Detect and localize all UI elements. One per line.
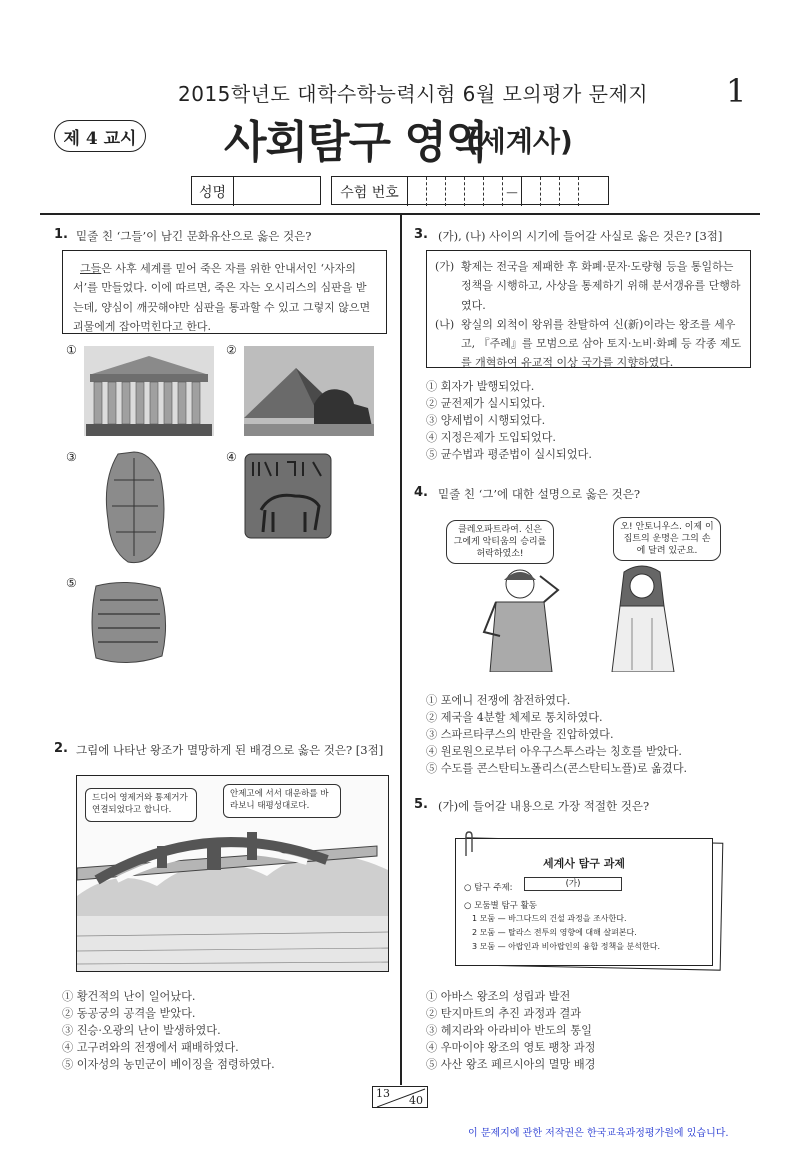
q4-option-1[interactable]: ① 포에니 전쟁에 참전하였다. <box>426 694 571 707</box>
q3-number: 3. <box>414 227 428 242</box>
q4-option-2[interactable]: ② 제국을 4분할 체제로 통치하였다. <box>426 711 603 724</box>
q4-number: 4. <box>414 485 428 500</box>
q2-option-4[interactable]: ④ 고구려와의 전쟁에서 패배하였다. <box>62 1041 239 1054</box>
exam-title: 2015학년도 대학수학능력시험 6월 모의평가 문제지 <box>178 82 649 106</box>
page-total: 40 <box>409 1094 423 1107</box>
q4-option-5[interactable]: ⑤ 수도를 콘스탄티노폴리스(콘스탄티노플)로 옮겼다. <box>426 762 688 775</box>
q1-underlined-term: 그들 <box>80 262 102 275</box>
q5-topic-label: ○ 탐구 주제: <box>464 883 513 893</box>
q5-option-5[interactable]: ⑤ 사산 왕조 페르시아의 멸망 배경 <box>426 1058 596 1071</box>
q2-speech-right: 안제고에 서서 대운하를 바라보니 태평성대로다. <box>223 784 341 818</box>
q4-speech-left: 클레오파트라여. 신은 그에게 악티움의 승리를 허락하였소! <box>446 520 554 564</box>
indus-seal-image[interactable] <box>243 452 333 540</box>
q5-option-4[interactable]: ④ 우마이야 왕조의 영토 팽창 과정 <box>426 1041 596 1054</box>
cleopatra-figure <box>602 562 682 672</box>
q1-passage-box <box>62 250 387 334</box>
period-badge: 제 4 교시 <box>54 120 146 152</box>
paperclip-icon <box>462 830 476 858</box>
q2-speech-left: 드디어 영제거와 통제거가 연결되었다고 합니다. <box>85 788 197 822</box>
q3-option-3[interactable]: ③ 양세법이 시행되었다. <box>426 414 546 427</box>
q5-option-3[interactable]: ③ 헤지라와 아라비아 반도의 통일 <box>426 1024 592 1037</box>
q2-option-5[interactable]: ⑤ 이자성의 농민군이 베이징을 점령하였다. <box>62 1058 275 1071</box>
exam-number-label: 수험 번호 <box>332 177 408 206</box>
name-label: 성명 <box>192 177 234 206</box>
q5-number: 5. <box>414 797 428 812</box>
q5-activity-2: 2 모둠 — 탈라스 전투의 영향에 대해 살펴본다. <box>472 928 637 937</box>
q5-activity-3: 3 모둠 — 아랍인과 비아랍인의 융합 정책을 분석한다. <box>472 942 660 951</box>
copyright-notice: 이 문제지에 관한 저작권은 한국교육과정평가원에 있습니다. <box>468 1128 729 1139</box>
q1-number: 1. <box>54 227 68 242</box>
antonius-figure <box>470 562 580 672</box>
exam-number-field[interactable] <box>331 176 609 205</box>
exam-number-dash: — <box>503 177 522 206</box>
q2-option-1[interactable]: ① 황건적의 난이 일어났다. <box>62 990 196 1003</box>
page-number: 1 <box>726 72 747 110</box>
q3-question: (가), (나) 사이의 시기에 들어갈 사실로 옳은 것은? [3점] <box>438 229 723 243</box>
q3-option-2[interactable]: ② 균전제가 실시되었다. <box>426 397 546 410</box>
q5-card-title: 세계사 탐구 과제 <box>542 857 626 870</box>
q3-option-4[interactable]: ④ 지정은제가 도입되었다. <box>426 431 556 444</box>
q4-speech-right: 오! 안토니우스. 이제 이집트의 운명은 그의 손에 달려 있군요. <box>613 517 721 561</box>
subject-title: 사회탐구 영역 <box>224 117 488 168</box>
q3-passage-box <box>426 250 751 368</box>
pyramid-sphinx-image[interactable] <box>244 346 374 436</box>
q2-number: 2. <box>54 741 68 756</box>
q5-question: (가)에 들어갈 내용으로 가장 적절한 것은? <box>438 799 650 813</box>
q3-passage-na: (나) 왕실의 외척이 왕위를 찬탈하여 신(新)이라는 왕조를 세우고, 『주례』를 모범으로 삼아 토지·노비·화폐 등 각종 제도를 개혁하여 유교적 이상 국가를 지향하였다. <box>435 317 742 370</box>
q5-option-2[interactable]: ② 탄지마트의 추진 과정과 결과 <box>426 1007 582 1020</box>
column-divider <box>400 213 402 1085</box>
q3-passage-ga: (가) 황제는 전국을 제패한 후 화폐·문자·도량형 등을 통일하는 정책을 시행하고, 사상을 통제하기 위해 분서갱유를 단행하였다. <box>435 260 741 312</box>
name-field[interactable] <box>191 176 321 205</box>
q2-option-3[interactable]: ③ 진승·오광의 난이 발생하였다. <box>62 1024 221 1037</box>
q1-question: 밑줄 친 ‘그들’이 남긴 문화유산으로 옳은 것은? <box>76 229 312 243</box>
q5-activity-1: 1 모둠 — 바그다드의 건설 과정을 조사한다. <box>472 914 627 923</box>
page-counter <box>372 1086 428 1108</box>
q1-option-4-mark[interactable]: ④ <box>226 450 237 464</box>
parthenon-image[interactable] <box>84 346 214 436</box>
q1-option-2-mark[interactable]: ② <box>226 343 237 357</box>
q4-option-3[interactable]: ③ 스파르타쿠스의 반란을 진압하였다. <box>426 728 614 741</box>
q5-topic-blank: (가) <box>524 877 622 891</box>
q2-option-2[interactable]: ② 동공궁의 공격을 받았다. <box>62 1007 196 1020</box>
q1-passage: 그들은 사후 세계를 믿어 죽은 자를 위한 안내서인 ‘사자의 서’를 만들었다. 이에 따르면, 죽은 자는 오시리스의 심판을 받는데, 양심이 깨끗해야만 심판을 통과할 수 있고 그렇지 않으면 괴물에게 잡아먹힌다고 한다. <box>73 262 371 333</box>
q1-option-5-mark[interactable]: ⑤ <box>66 576 77 590</box>
page-current: 13 <box>376 1087 390 1100</box>
subject-subtitle: (세계사) <box>466 125 573 158</box>
q2-question: 그림에 나타난 왕조가 멸망하게 된 배경으로 옳은 것은? [3점] <box>76 743 384 757</box>
q4-question: 밑줄 친 ‘그’에 대한 설명으로 옳은 것은? <box>438 487 641 501</box>
oracle-bone-image[interactable] <box>98 450 170 566</box>
q1-option-1-mark[interactable]: ① <box>66 343 77 357</box>
q2-illustration <box>76 775 389 972</box>
q5-option-1[interactable]: ① 아바스 왕조의 성립과 발전 <box>426 990 571 1003</box>
q5-activity-label: ○ 모둠별 탐구 활동 <box>464 901 538 911</box>
cuneiform-tablet-image[interactable] <box>86 578 171 666</box>
q5-task-card <box>455 838 713 966</box>
q1-option-3-mark[interactable]: ③ <box>66 450 77 464</box>
q3-option-5[interactable]: ⑤ 균수법과 평준법이 실시되었다. <box>426 448 592 461</box>
q4-option-4[interactable]: ④ 원로원으로부터 아우구스투스라는 칭호를 받았다. <box>426 745 682 758</box>
q3-option-1[interactable]: ① 회자가 발행되었다. <box>426 380 535 393</box>
